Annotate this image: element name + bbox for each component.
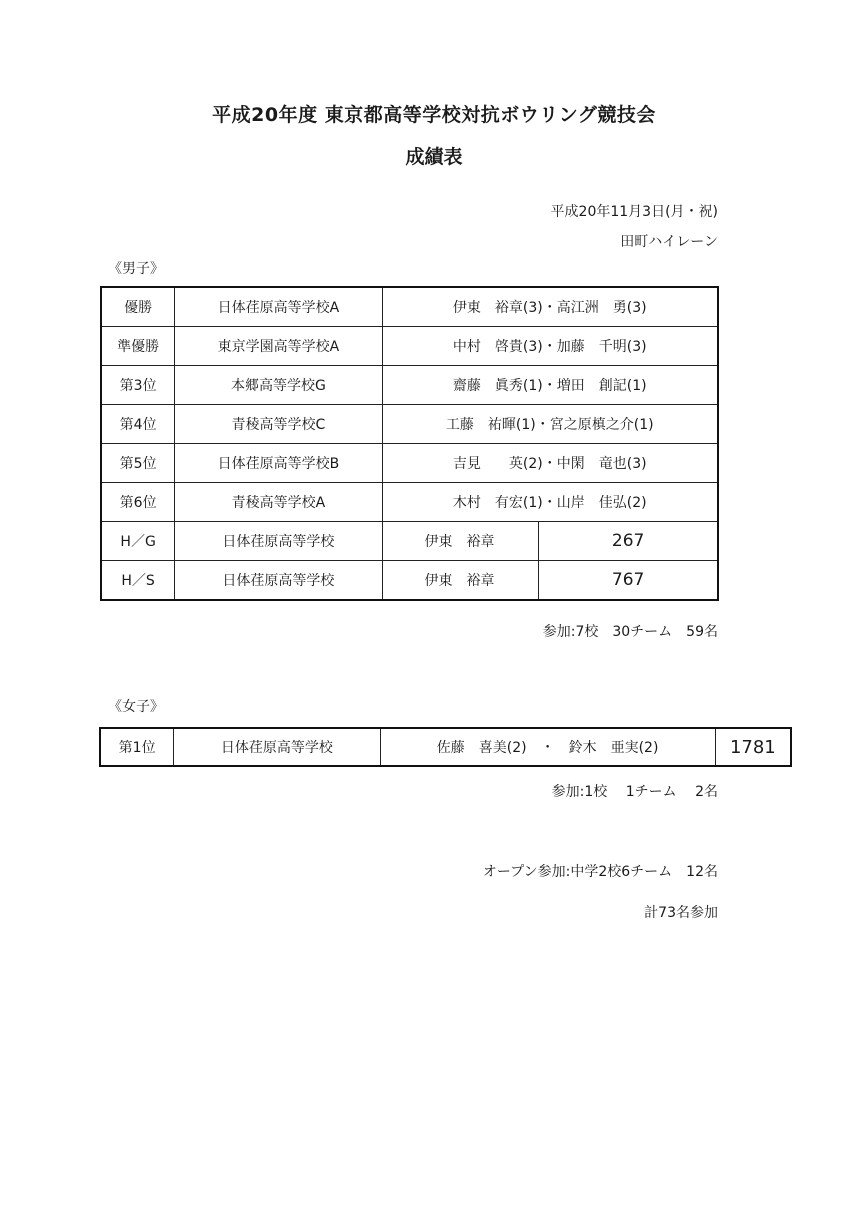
page-title: 平成20年度 東京都高等学校対抗ボウリング競技会 [212, 104, 656, 126]
event-venue: 田町ハイレーン [620, 234, 718, 250]
players-cell: 工藤 祐暉(1)・宮之原槙之介(1) [382, 405, 718, 444]
rank-cell: 第1位 [100, 728, 174, 766]
table-row [101, 405, 718, 444]
table-row [101, 366, 718, 405]
men-participation: 参加:7校 30チーム 59名 [542, 624, 718, 640]
page-subtitle: 成績表 [405, 146, 463, 168]
players-cell: 吉見 英(2)・中閑 竜也(3) [382, 444, 718, 483]
women-results-table [99, 727, 792, 767]
school-cell: 日体荏原高等学校A [175, 287, 382, 327]
school-cell: 東京学園高等学校A [175, 327, 382, 366]
total-participants: 計73名参加 [644, 905, 718, 921]
rank-cell: 第5位 [101, 444, 175, 483]
score-cell: 1781 [715, 728, 791, 766]
open-participation: オープン参加:中学2校6チーム 12名 [482, 864, 718, 880]
men-results-table [100, 286, 719, 601]
school-cell: 青稜高等学校C [175, 405, 382, 444]
rank-cell: 第4位 [101, 405, 175, 444]
rank-cell: H／G [101, 522, 175, 561]
school-cell: 日体荏原高等学校B [175, 444, 382, 483]
score-cell: 767 [539, 561, 718, 601]
school-cell: 日体荏原高等学校 [175, 522, 382, 561]
school-cell: 本郷高等学校G [175, 366, 382, 405]
rank-cell: 第3位 [101, 366, 175, 405]
table-row [101, 444, 718, 483]
table-row [101, 287, 718, 327]
table-row [101, 561, 718, 601]
school-cell: 青稜高等学校A [175, 483, 382, 522]
player-cell: 伊東 裕章 [382, 561, 539, 601]
rank-cell: H／S [101, 561, 175, 601]
players-cell: 木村 有宏(1)・山岸 佳弘(2) [382, 483, 718, 522]
women-participation: 参加:1校 1チーム 2名 [551, 784, 718, 800]
event-date: 平成20年11月3日(月・祝) [550, 204, 718, 220]
players-cell: 齋藤 眞秀(1)・増田 創記(1) [382, 366, 718, 405]
women-section-label: 《女子》 [108, 699, 164, 715]
players-cell: 中村 啓貴(3)・加藤 千明(3) [382, 327, 718, 366]
players-cell: 伊東 裕章(3)・高江洲 勇(3) [382, 287, 718, 327]
players-cell: 佐藤 喜美(2) ・ 鈴木 亜実(2) [380, 728, 715, 766]
player-cell: 伊東 裕章 [382, 522, 539, 561]
men-section-label: 《男子》 [108, 261, 164, 277]
rank-cell: 第6位 [101, 483, 175, 522]
school-cell: 日体荏原高等学校 [174, 728, 380, 766]
table-row [101, 483, 718, 522]
school-cell: 日体荏原高等学校 [175, 561, 382, 601]
rank-cell: 準優勝 [101, 327, 175, 366]
score-cell: 267 [539, 522, 718, 561]
table-row [101, 522, 718, 561]
table-row [100, 728, 791, 766]
rank-cell: 優勝 [101, 287, 175, 327]
table-row [101, 327, 718, 366]
